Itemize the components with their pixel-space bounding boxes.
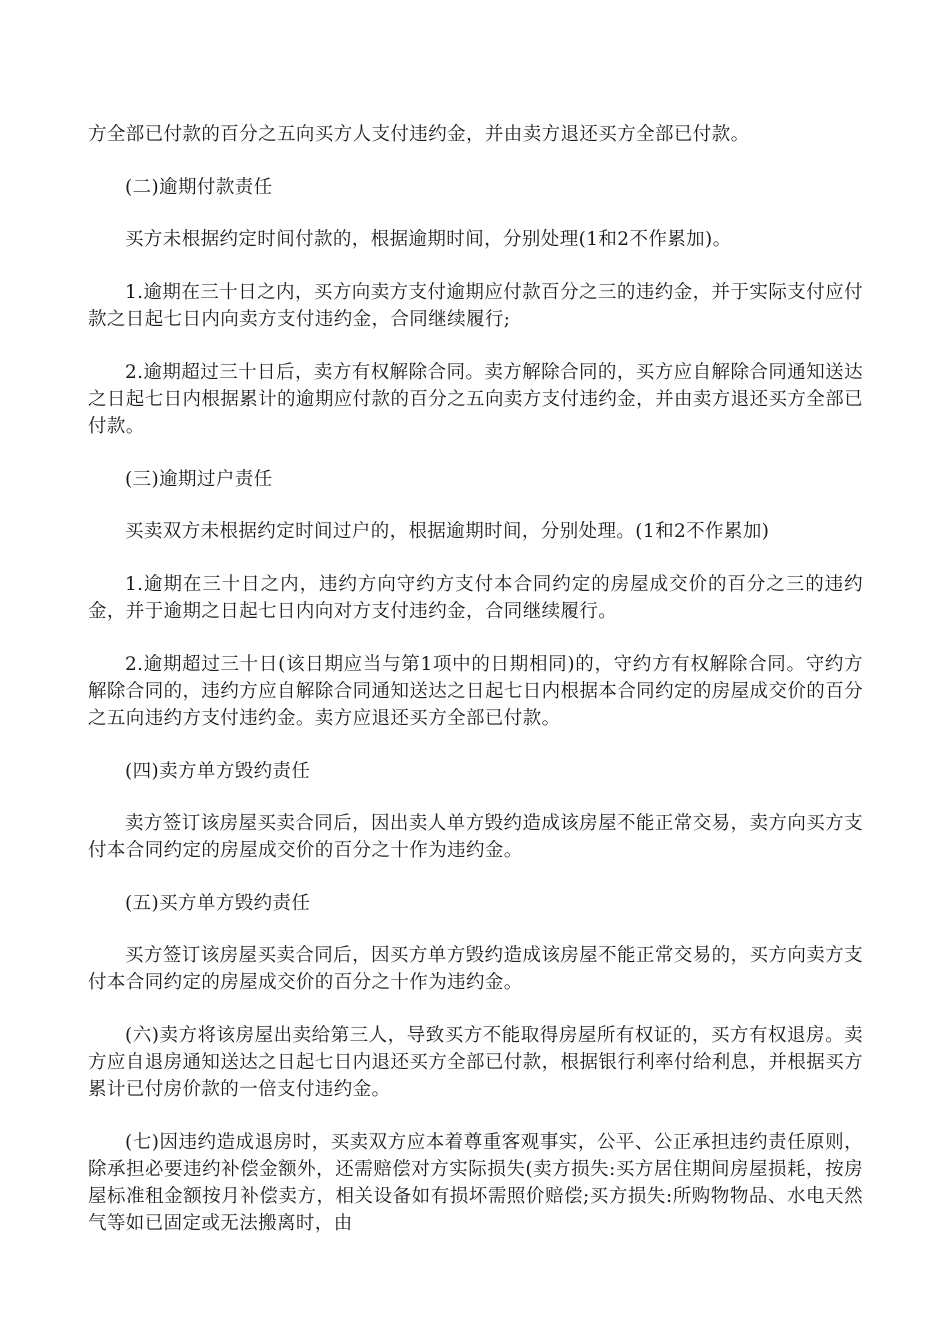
paragraph: (七)因违约造成退房时，买卖双方应本着尊重客观事实，公平、公正承担违约责任原则，除承担必要违约补偿金额外，还需赔偿对方实际损失(卖方损失:买方居住期间房屋损耗，按房屋标准租金额按月补偿卖方，相关设备如有损坏需照价赔偿;买方损失:所购物物品、水电天然气等如已固定或无法搬离时，由 xyxy=(88,1132,863,1234)
paragraph: 2.逾期超过三十日后，卖方有权解除合同。卖方解除合同的，买方应自解除合同通知送达之日起七日内根据累计的逾期应付款的百分之五向卖方支付违约金，并由卖方退还买方全部已付款。 xyxy=(88,362,863,437)
section-heading-buyer-breach: (五)买方单方毁约责任 xyxy=(125,893,311,914)
section-heading-overdue-payment: (二)逾期付款责任 xyxy=(125,177,273,198)
paragraph: 2.逾期超过三十日(该日期应当与第1项中的日期相同)的，守约方有权解除合同。守约方解除合同的，违约方应自解除合同通知送达之日起七日内根据本合同约定的房屋成交价的百分之五向违约方支付违约金。卖方应退还买方全部已付款。 xyxy=(88,654,863,729)
section-heading-seller-breach: (四)卖方单方毁约责任 xyxy=(125,761,311,782)
paragraph: 买方签订该房屋买卖合同后，因买方单方毁约造成该房屋不能正常交易的，买方向卖方支付本合同约定的房屋成交价的百分之十作为违约金。 xyxy=(88,945,863,993)
paragraph: 买卖双方未根据约定时间过户的，根据逾期时间，分别处理。(1和2不作累加) xyxy=(125,521,770,542)
paragraph-continuation: 方全部已付款的百分之五向买方人支付违约金，并由卖方退还买方全部已付款。 xyxy=(88,124,750,145)
paragraph: (六)卖方将该房屋出卖给第三人，导致买方不能取得房屋所有权证的，买方有权退房。卖方应自退房通知送达之日起七日内退还买方全部已付款，根据银行利率付给利息，并根据买方累计已付房价款的一倍支付违约金。 xyxy=(88,1025,863,1100)
paragraph: 卖方签订该房屋买卖合同后，因出卖人单方毁约造成该房屋不能正常交易，卖方向买方支付本合同约定的房屋成交价的百分之十作为违约金。 xyxy=(88,813,863,861)
paragraph: 1.逾期在三十日之内，买方向卖方支付逾期应付款百分之三的违约金，并于实际支付应付款之日起七日内向卖方支付违约金，合同继续履行; xyxy=(88,282,863,330)
paragraph: 买方未根据约定时间付款的，根据逾期时间，分别处理(1和2不作累加)。 xyxy=(125,229,732,250)
document-body xyxy=(88,121,863,1263)
section-heading-overdue-transfer: (三)逾期过户责任 xyxy=(125,469,273,490)
paragraph: 1.逾期在三十日之内，违约方向守约方支付本合同约定的房屋成交价的百分之三的违约金，并于逾期之日起七日内向对方支付违约金，合同继续履行。 xyxy=(88,574,863,622)
